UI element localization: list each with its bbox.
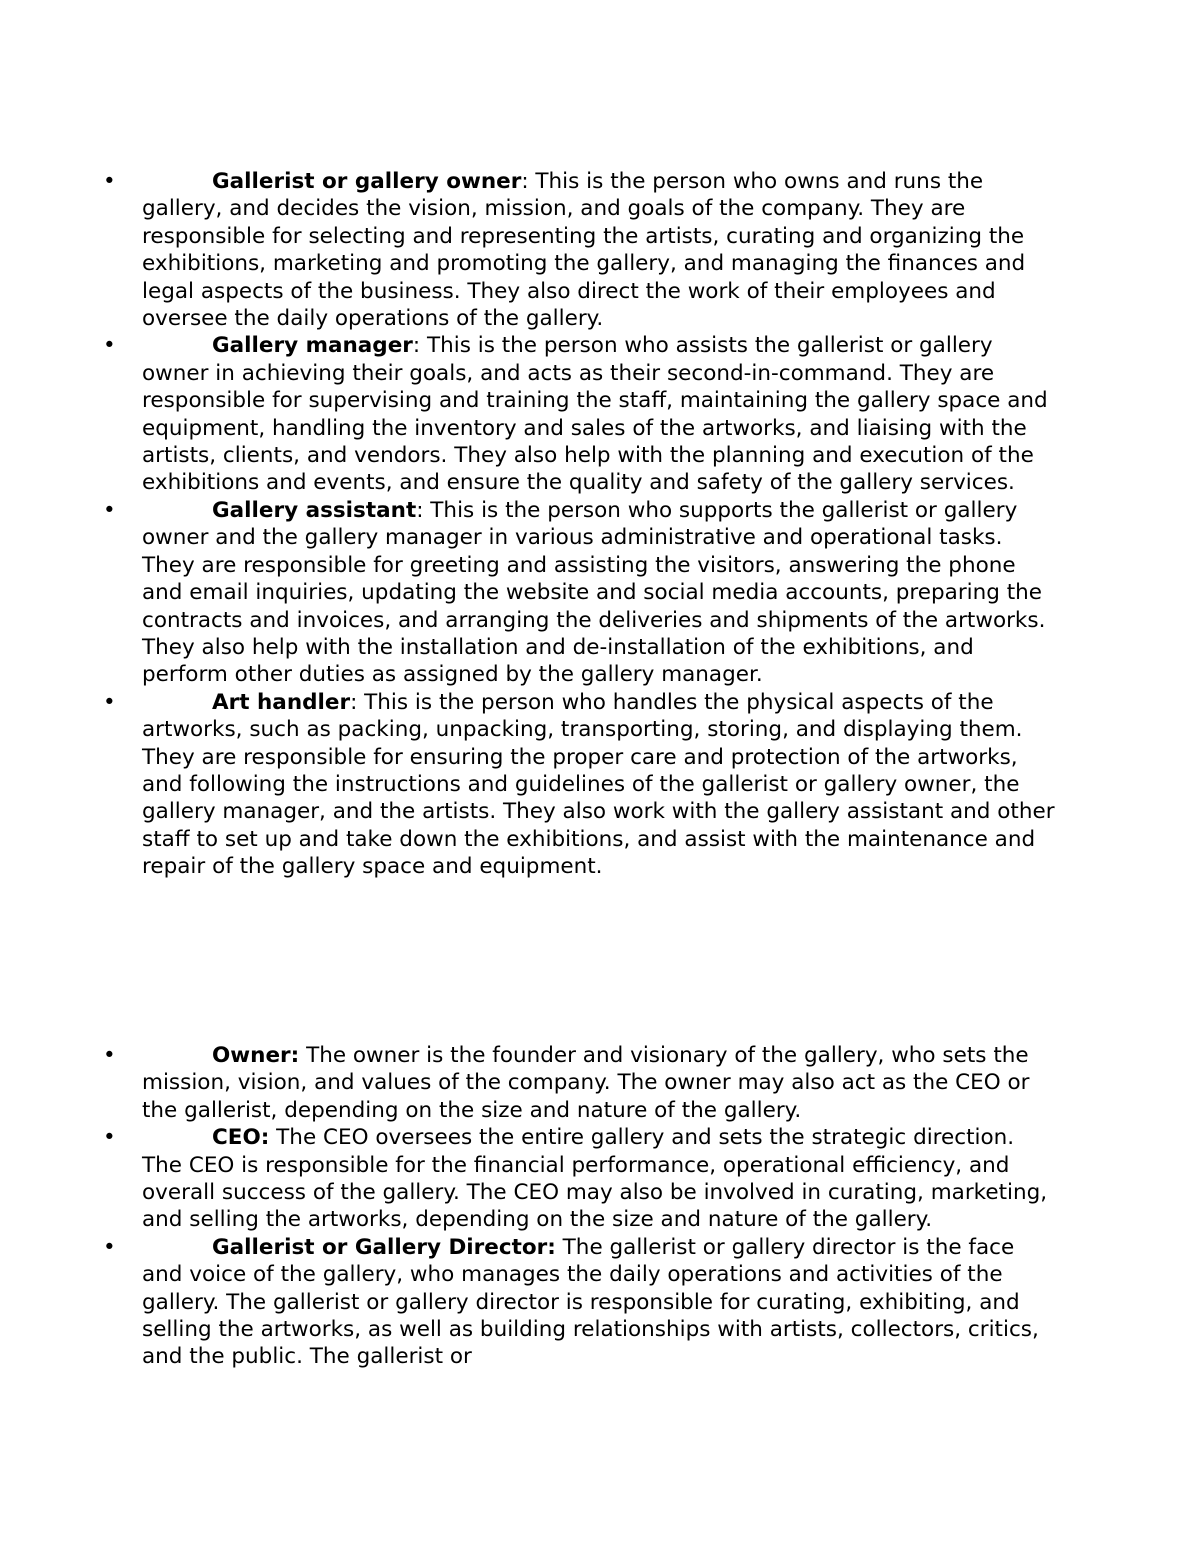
- item-term: Gallery assistant: [212, 497, 417, 523]
- item-text: The gallerist or gallery director is the face and voice of the gallery, who manages the daily operations and activities of the gallery. The gallerist or gallery director is responsible for curating, exhibiting, and selling the artworks, as well as building relationships with artists, collectors, critics, and the public. The gallerist or: [142, 1234, 1039, 1370]
- item-term: Gallerist or gallery owner: [212, 169, 522, 194]
- bullet-icon: •: [103, 689, 116, 715]
- bullet-icon: •: [103, 1125, 116, 1151]
- item-term: Gallerist or Gallery Director:: [212, 1234, 556, 1260]
- list-item: [0, 332, 1057, 496]
- item-term: CEO:: [212, 1125, 270, 1151]
- bullet-icon: •: [103, 497, 116, 523]
- item-separator: :: [521, 169, 529, 194]
- roles-list: [0, 168, 1200, 881]
- bullet-icon: •: [103, 333, 116, 359]
- list-item: [0, 1042, 1057, 1124]
- item-term: Owner:: [212, 1043, 300, 1068]
- list-item: [0, 497, 1057, 689]
- item-separator: :: [412, 333, 421, 359]
- bullet-icon: •: [103, 1043, 116, 1068]
- bullet-icon: •: [103, 1234, 116, 1260]
- structure-list: [0, 1042, 1200, 1371]
- item-separator: :: [416, 497, 424, 523]
- item-text: The CEO oversees the entire gallery and sets the strategic direction. The CEO is responsible for the financial performance, operational efficiency, and overall success of the gallery. The CEO may also be involved in curating, marketing, and selling the artworks, depending on the size and nature of the gallery.: [142, 1125, 1048, 1233]
- item-term: Gallery manager: [212, 333, 413, 359]
- item-text: This is the person who handles the physical aspects of the artworks, such as packing, unpacking, transporting, storing, and displaying them. They are responsible for ensuring the proper care and protection of the artworks, and following the instructions and guidelines of the gallerist or gallery owner, the gallery manager, and the artists. They also work with the gallery assistant and other staff to set up and take down the exhibitions, and assist with the maintenance and repair of the gallery space and equipment.: [142, 689, 1055, 880]
- bullet-icon: •: [103, 169, 116, 194]
- list-item: [0, 1124, 1057, 1234]
- list-item: [0, 689, 1057, 881]
- item-term: Art handler: [212, 689, 351, 715]
- item-text: This is the person who supports the gallerist or gallery owner and the gallery manager in various administrative and operational tasks. They are responsible for greeting and assisting the visitors, answering the phone and email inquiries, updating the website and social media accounts, preparing the contracts and invoices, and arranging the deliveries and shipments of the artworks. They also help with the installation and de-installation of the exhibitions, and perform other duties as assigned by the gallery manager.: [142, 497, 1046, 688]
- item-text: The owner is the founder and visionary of the gallery, who sets the mission, vision, and values of the company. The owner may also act as the CEO or the gallerist, depending on the size and nature of the gallery.: [142, 1043, 1030, 1123]
- item-text: This is the person who assists the gallerist or gallery owner in achieving their goals, and acts as their second-in-command. They are responsible for supervising and training the staff, maintaining the gallery space and equipment, handling the inventory and sales of the artworks, and liaising with the artists, clients, and vendors. They also help with the planning and execution of the exhibitions and events, and ensure the quality and safety of the gallery services.: [142, 333, 1048, 496]
- list-item: [0, 168, 1057, 332]
- list-item: [0, 1234, 1057, 1371]
- item-separator: :: [350, 689, 358, 715]
- item-text: This is the person who owns and runs the gallery, and decides the vision, mission, and goals of the company. They are responsible for selecting and representing the artists, curating and organizing the exhibitions, marketing and promoting the gallery, and managing the finances and legal aspects of the business. They also direct the work of their employees and oversee the daily operations of the gallery.: [142, 169, 1026, 332]
